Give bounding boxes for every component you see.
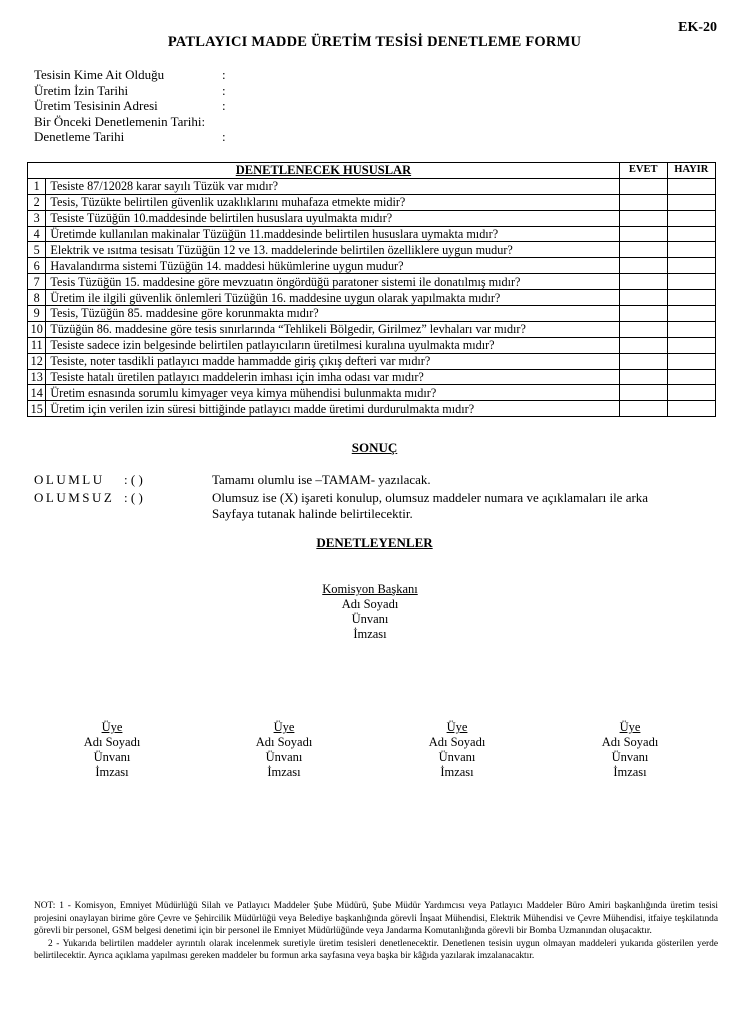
item-number: 12 <box>28 353 46 369</box>
annex-label: EK-20 <box>678 20 717 35</box>
item-number: 6 <box>28 258 46 274</box>
item-question: Tesiste, noter tasdikli patlayıcı madde hammadde giriş çıkış defteri var mıdır? <box>46 353 619 369</box>
info-field-inspection-date <box>34 129 226 145</box>
table-row <box>28 290 716 306</box>
member-name: Adı Soyadı <box>601 735 659 749</box>
item-question: Tesis, Tüzükte belirtilen güvenlik uzaklıklarını muhafaza etmekte midir? <box>46 194 619 210</box>
info-field-address <box>34 98 226 114</box>
yes-cell[interactable] <box>619 306 667 322</box>
no-cell[interactable] <box>667 353 715 369</box>
member-name: Adı Soyadı <box>83 735 141 749</box>
yes-cell[interactable] <box>619 290 667 306</box>
table-row <box>28 242 716 258</box>
member-signature: İmzası <box>613 765 647 779</box>
yes-cell[interactable] <box>619 353 667 369</box>
info-sep: : <box>222 98 226 113</box>
negative-text-line2: Sayfaya tutanak halinde belirtilecektir. <box>212 506 413 521</box>
chair-signature-block <box>300 582 440 642</box>
item-number: 14 <box>28 385 46 401</box>
no-cell[interactable] <box>667 401 715 417</box>
form-title: PATLAYICI MADDE ÜRETİM TESİSİ DENETLEME FORMU <box>167 34 582 50</box>
item-question: Tesiste Tüzüğün 10.maddesinde belirtilen hususlara uyulmakta mıdır? <box>46 210 619 226</box>
member-signature: İmzası <box>95 765 129 779</box>
item-question: Havalandırma sistemi Tüzüğün 14. maddesi hükümlerine uygun mudur? <box>46 258 619 274</box>
yes-cell[interactable] <box>619 401 667 417</box>
info-field-owner <box>34 67 226 83</box>
negative-text-line1: Olumsuz ise (X) işareti konulup, olumsuz maddeler numara ve açıklamaları ile arka <box>212 490 649 505</box>
member-signature-block <box>42 720 182 780</box>
item-question: Üretimde kullanılan makinalar Tüzüğün 11.maddesinde belirtilen hususlara uymakta mıdır? <box>46 226 619 242</box>
table-row <box>28 274 716 290</box>
member-signature: İmzası <box>440 765 474 779</box>
item-question: Tesis, Tüzüğün 85. maddesine göre korunmakta mıdır? <box>46 306 619 322</box>
no-cell[interactable] <box>667 321 715 337</box>
member-title: Ünvanı <box>611 750 649 764</box>
yes-cell[interactable] <box>619 226 667 242</box>
item-question: Tüzüğün 86. maddesine göre tesis sınırlarında “Tehlikeli Bölgedir, Girilmez” levhaları var mıdır? <box>46 321 619 337</box>
item-number: 9 <box>28 306 46 322</box>
member-signature-block <box>560 720 700 780</box>
positive-label: OLUMLU <box>34 472 105 487</box>
result-negative-row <box>34 490 714 506</box>
item-question: Üretim için verilen izin süresi bittiğinde patlayıcı madde üretimi durdurulmakta mıdır? <box>46 401 619 417</box>
info-label: Tesisin Kime Ait Olduğu <box>34 67 165 82</box>
member-role: Üye <box>273 720 295 734</box>
yes-cell[interactable] <box>619 369 667 385</box>
table-row <box>28 210 716 226</box>
table-header-items: DENETLENECEK HUSUSLAR <box>28 163 620 179</box>
no-cell[interactable] <box>667 210 715 226</box>
item-question: Tesis Tüzüğün 15. maddesine göre mevzuatın öngördüğü paratoner sistemi ile donatılmış mıdır? <box>46 274 619 290</box>
result-positive-row <box>34 472 714 488</box>
item-number: 15 <box>28 401 46 417</box>
table-header-row <box>28 163 716 179</box>
member-signature-block <box>214 720 354 780</box>
yes-cell[interactable] <box>619 321 667 337</box>
yes-cell[interactable] <box>619 210 667 226</box>
no-cell[interactable] <box>667 337 715 353</box>
member-name: Adı Soyadı <box>255 735 313 749</box>
no-cell[interactable] <box>667 369 715 385</box>
chair-role: Komisyon Başkanı <box>322 582 418 596</box>
negative-label: OLUMSUZ <box>34 490 115 505</box>
item-number: 3 <box>28 210 46 226</box>
item-number: 8 <box>28 290 46 306</box>
info-label: Üretim Tesisinin Adresi <box>34 98 158 113</box>
table-row <box>28 258 716 274</box>
inspectors-heading: DENETLEYENLER <box>316 535 433 550</box>
table-row <box>28 306 716 322</box>
info-label: Denetleme Tarihi <box>34 129 125 144</box>
table-header-yes: EVET <box>619 163 667 179</box>
no-cell[interactable] <box>667 274 715 290</box>
table-row <box>28 385 716 401</box>
table-row <box>28 369 716 385</box>
table-row <box>28 178 716 194</box>
chair-name: Adı Soyadı <box>341 597 399 611</box>
member-name: Adı Soyadı <box>428 735 486 749</box>
info-sep: : <box>222 67 226 82</box>
chair-title: Ünvanı <box>351 612 389 626</box>
member-role: Üye <box>446 720 468 734</box>
yes-cell[interactable] <box>619 337 667 353</box>
footnote-2: 2 - Yukarıda belirtilen maddeler ayrıntılı olarak incelenmek suretiyle üretim tesisleri denetlenecektir. Denetlenen tesisin uygun olmayan maddeleri yukarıda gösterilen yerde belirtilecektir. Ayrıca açıklama yapılması gereken maddeler bu formun arka sayfasına veya başka bir kâğıda yazılarak imzalanacaktır. <box>34 938 718 962</box>
item-question: Tesiste 87/12028 karar sayılı Tüzük var mıdır? <box>46 178 619 194</box>
member-title: Ünvanı <box>438 750 476 764</box>
item-number: 4 <box>28 226 46 242</box>
yes-cell[interactable] <box>619 385 667 401</box>
member-title: Ünvanı <box>265 750 303 764</box>
no-cell[interactable] <box>667 290 715 306</box>
footnotes <box>34 900 718 963</box>
table-header-no: HAYIR <box>667 163 715 179</box>
info-fields <box>34 67 226 145</box>
info-sep: : <box>222 82 226 98</box>
no-cell[interactable] <box>667 306 715 322</box>
yes-cell[interactable] <box>619 258 667 274</box>
footnote-1: NOT: 1 - Komisyon, Emniyet Müdürlüğü Silah ve Patlayıcı Maddeler Şube Müdürü, Şube Müdür Yardımcısı veya Patlayıcı Maddeler Büro Amiri başkanlığında üretim tesisi projesini onaylayan birime göre Çevre ve Şehircilik Müdürlüğü veya Belediye başkanlığında görevli İnşaat Mühendisi, Elektrik Mühendisi ve Çevre Mühendisi, itfaiye teşkilatında görevli bir personel, GSM belgesi denetimi için bir personel ile Emniyet Müdürlüğünde veya Jandarma Komutanlığında görevli bir Bomba Uzmanından oluşacaktır. <box>34 901 718 937</box>
table-row <box>28 321 716 337</box>
item-number: 10 <box>28 321 46 337</box>
negative-checkbox[interactable]: : ( ) <box>124 490 143 505</box>
item-question: Üretim esnasında sorumlu kimyager veya kimya mühendisi bulunmakta mıdır? <box>46 385 619 401</box>
info-label: Bir Önceki Denetlemenin Tarihi: <box>34 113 206 129</box>
item-number: 5 <box>28 242 46 258</box>
table-row <box>28 226 716 242</box>
no-cell[interactable] <box>667 385 715 401</box>
result-negative-row-2 <box>34 506 714 522</box>
member-signature-block <box>387 720 527 780</box>
table-row <box>28 401 716 417</box>
member-signature: İmzası <box>267 765 301 779</box>
item-question: Elektrik ve ısıtma tesisatı Tüzüğün 12 ve 13. maddelerinde belirtilen özelliklere uygun mudur? <box>46 242 619 258</box>
table-row <box>28 337 716 353</box>
info-sep: : <box>222 129 226 144</box>
yes-cell[interactable] <box>619 178 667 194</box>
info-field-permit-date <box>34 83 226 99</box>
no-cell[interactable] <box>667 194 715 210</box>
member-role: Üye <box>619 720 641 734</box>
table-row <box>28 353 716 369</box>
member-title: Ünvanı <box>93 750 131 764</box>
item-number: 7 <box>28 274 46 290</box>
item-question: Tesiste sadece izin belgesinde belirtilen patlayıcıların üretilmesi kuralına uyulmakta mıdır? <box>46 337 619 353</box>
yes-cell[interactable] <box>619 242 667 258</box>
item-number: 1 <box>28 178 46 194</box>
table-row <box>28 194 716 210</box>
yes-cell[interactable] <box>619 194 667 210</box>
item-question: Üretim ile ilgili güvenlik önlemleri Tüzüğün 16. maddesine uygun olarak yapılmakta mıdır? <box>46 290 619 306</box>
item-number: 11 <box>28 337 46 353</box>
result-section <box>34 472 714 522</box>
member-role: Üye <box>101 720 123 734</box>
positive-text: Tamamı olumlu ise –TAMAM- yazılacak. <box>212 472 431 487</box>
item-question: Tesiste hatalı üretilen patlayıcı maddelerin imhası için imha odası var mıdır? <box>46 369 619 385</box>
result-heading: SONUÇ <box>351 440 398 455</box>
yes-cell[interactable] <box>619 274 667 290</box>
no-cell[interactable] <box>667 242 715 258</box>
positive-checkbox[interactable]: : ( ) <box>124 472 143 487</box>
info-label: Üretim İzin Tarihi <box>34 82 129 98</box>
item-number: 2 <box>28 194 46 210</box>
no-cell[interactable] <box>667 258 715 274</box>
chair-signature: İmzası <box>353 627 387 641</box>
inspection-table <box>27 162 716 417</box>
item-number: 13 <box>28 369 46 385</box>
no-cell[interactable] <box>667 178 715 194</box>
no-cell[interactable] <box>667 226 715 242</box>
info-field-previous-inspection <box>34 114 226 130</box>
